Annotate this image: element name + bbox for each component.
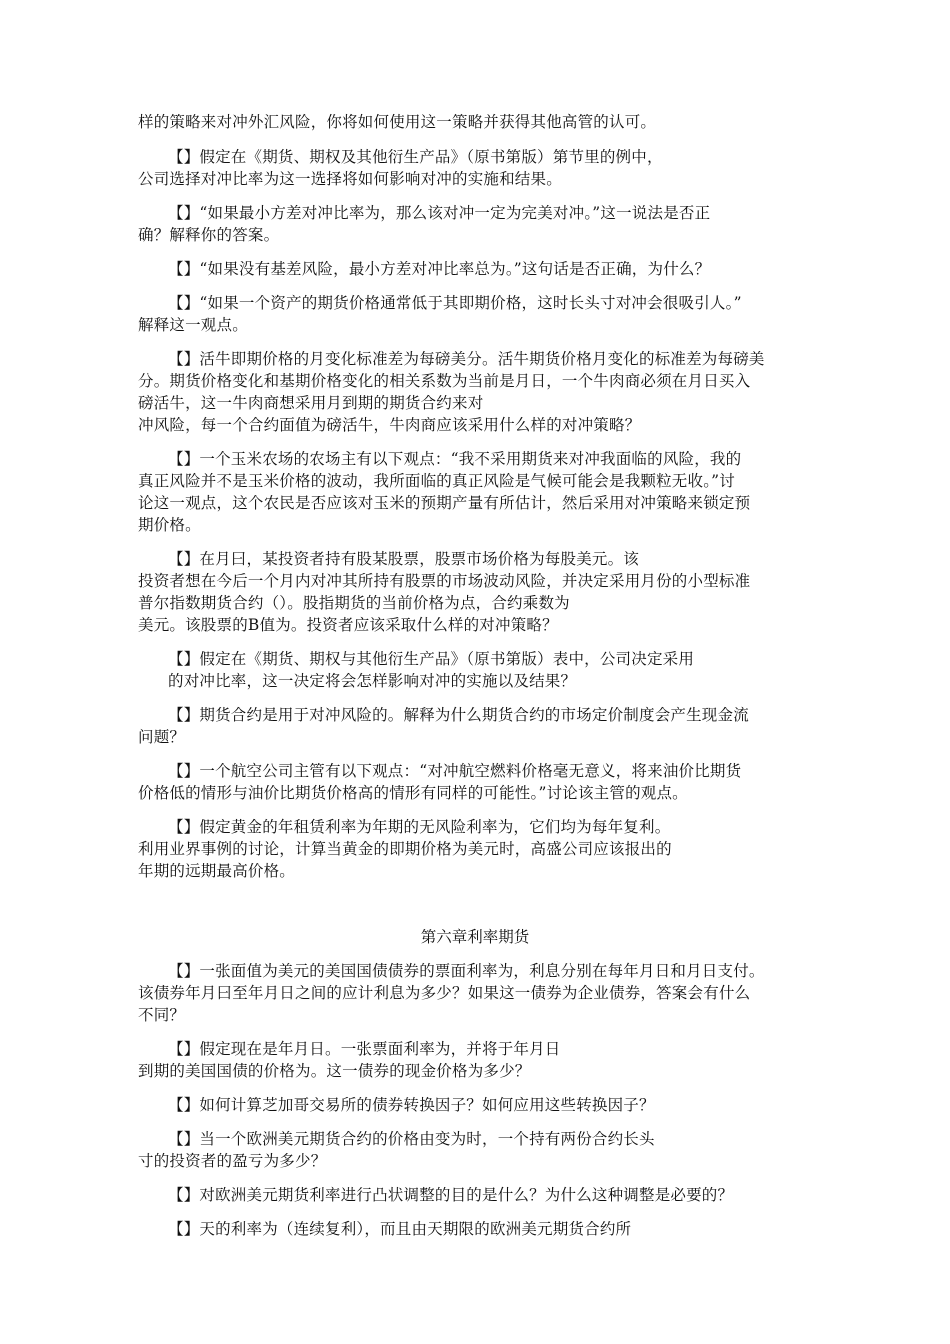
- question-line: 【】假定现在是年月日。一张票面利率为，并将于年月日: [168, 1040, 561, 1058]
- text-line: 利用业界事例的讨论，计算当黄金的即期价格为美元时，高盛公司应该报出的: [138, 840, 672, 858]
- question-line: 【】一张面值为美元的美国国债债券的票面利率为，利息分别在每年月日和月日支付。: [168, 962, 765, 980]
- question-line: 【】一个航空公司主管有以下观点：“对冲航空燃料价格毫无意义，将来油价比期货: [168, 762, 742, 780]
- text-line: 价格低的情形与油价比期货价格高的情形有同样的可能性。”讨论该主管的观点。: [138, 784, 688, 802]
- text-line: 不同？: [138, 1006, 186, 1024]
- question-line: 【】“如果没有基差风险，最小方差对冲比率总为。”这句话是否正确，为什么？: [168, 260, 711, 278]
- question-line: 【】假定在《期货、期权及其他衍生产品》（原书第版）第节里的例中，: [168, 148, 663, 166]
- text-line: 公司选择对冲比率为这一选择将如何影响对冲的实施和结果。: [138, 170, 562, 188]
- text-line: 期价格。: [138, 516, 201, 534]
- question-line: 【】天的利率为（连续复利），而且由天期限的欧洲美元期货合约所: [168, 1220, 632, 1238]
- text-line: 分。期货价格变化和基期价格变化的相关系数为当前是月日，一个牛肉商必须在月日买入: [138, 372, 751, 390]
- question-line: 【】一个玉米农场的农场主有以下观点：“我不采用期货来对冲我面临的风险，我的: [168, 450, 742, 468]
- text-line: 该债券年月曰至年月日之间的应计利息为多少？如果这一债券为企业债券，答案会有什么: [138, 984, 751, 1002]
- chapter-heading: 第六章利率期货: [420, 928, 530, 946]
- text-line: 解释这一观点。: [138, 316, 248, 334]
- text-line: 普尔指数期货合约（）。股指期货的当前价格为点，合约乘数为: [138, 594, 570, 612]
- question-line: 【】如何计算芝加哥交易所的债券转换因子？如何应用这些转换因子？: [168, 1096, 655, 1114]
- question-line: 【】对欧洲美元期货利率进行凸状调整的目的是什么？为什么这种调整是必要的？: [168, 1186, 734, 1204]
- text-line: 投资者想在今后一个月内对冲其所持有股票的市场波动风险，并决定采用月份的小型标准: [138, 572, 751, 590]
- text-line: 寸的投资者的盈亏为多少？: [138, 1152, 327, 1170]
- question-line: 【】在月曰，某投资者持有股某股票，股票市场价格为每股美元。该: [168, 550, 640, 568]
- text-line: 样的策略来对冲外汇风险，你将如何使用这一策略并获得其他高管的认可。: [138, 113, 657, 131]
- text-line: 磅活牛，这一牛肉商想采用月到期的期货合约来对: [138, 394, 484, 412]
- text-line: 问题？: [138, 728, 186, 746]
- text-line: 到期的美国国债的价格为。这一债券的现金价格为多少？: [138, 1062, 531, 1080]
- text-line: 论这一观点，这个农民是否应该对玉米的预期产量有所估计，然后采用对冲策略来锁定预: [138, 494, 751, 512]
- question-line: 【】假定在《期货、期权与其他衍生产品》（原书第版）表中，公司决定采用: [168, 650, 695, 668]
- question-line: 【】“如果最小方差对冲比率为，那么该对冲一定为完美对冲。”这一说法是否正: [168, 204, 711, 222]
- question-line: 【】假定黄金的年租赁利率为年期的无风险利率为，它们均为每年复利。: [168, 818, 671, 836]
- question-line: 【】当一个欧洲美元期货合约的价格由变为时，一个持有两份合约长头: [168, 1130, 655, 1148]
- question-line: 【】期货合约是用于对冲风险的。解释为什么期货合约的市场定价制度会产生现金流: [168, 706, 749, 724]
- question-line: 【】“如果一个资产的期货价格通常低于其即期价格，这时长头寸对冲会很吸引人。”: [168, 294, 742, 312]
- text-line: 冲风险，每一个合约面值为磅活牛，牛肉商应该采用什么样的对冲策略？: [138, 416, 641, 434]
- text-line: 美元。该股票的B值为。投资者应该采取什么样的对冲策略？: [138, 616, 558, 634]
- text-line: 真正风险并不是玉米价格的波动，我所面临的真正风险是气候可能会是我颗粒无收。”讨: [138, 472, 735, 490]
- text-line: 的对冲比率，这一决定将会怎样影响对冲的实施以及结果？: [168, 672, 577, 690]
- text-line: 年期的远期最高价格。: [138, 862, 296, 880]
- question-line: 【】活牛即期价格的月变化标准差为每磅美分。活牛期货价格月变化的标准差为每磅美: [168, 350, 765, 368]
- text-line: 确？解释你的答案。: [138, 226, 280, 244]
